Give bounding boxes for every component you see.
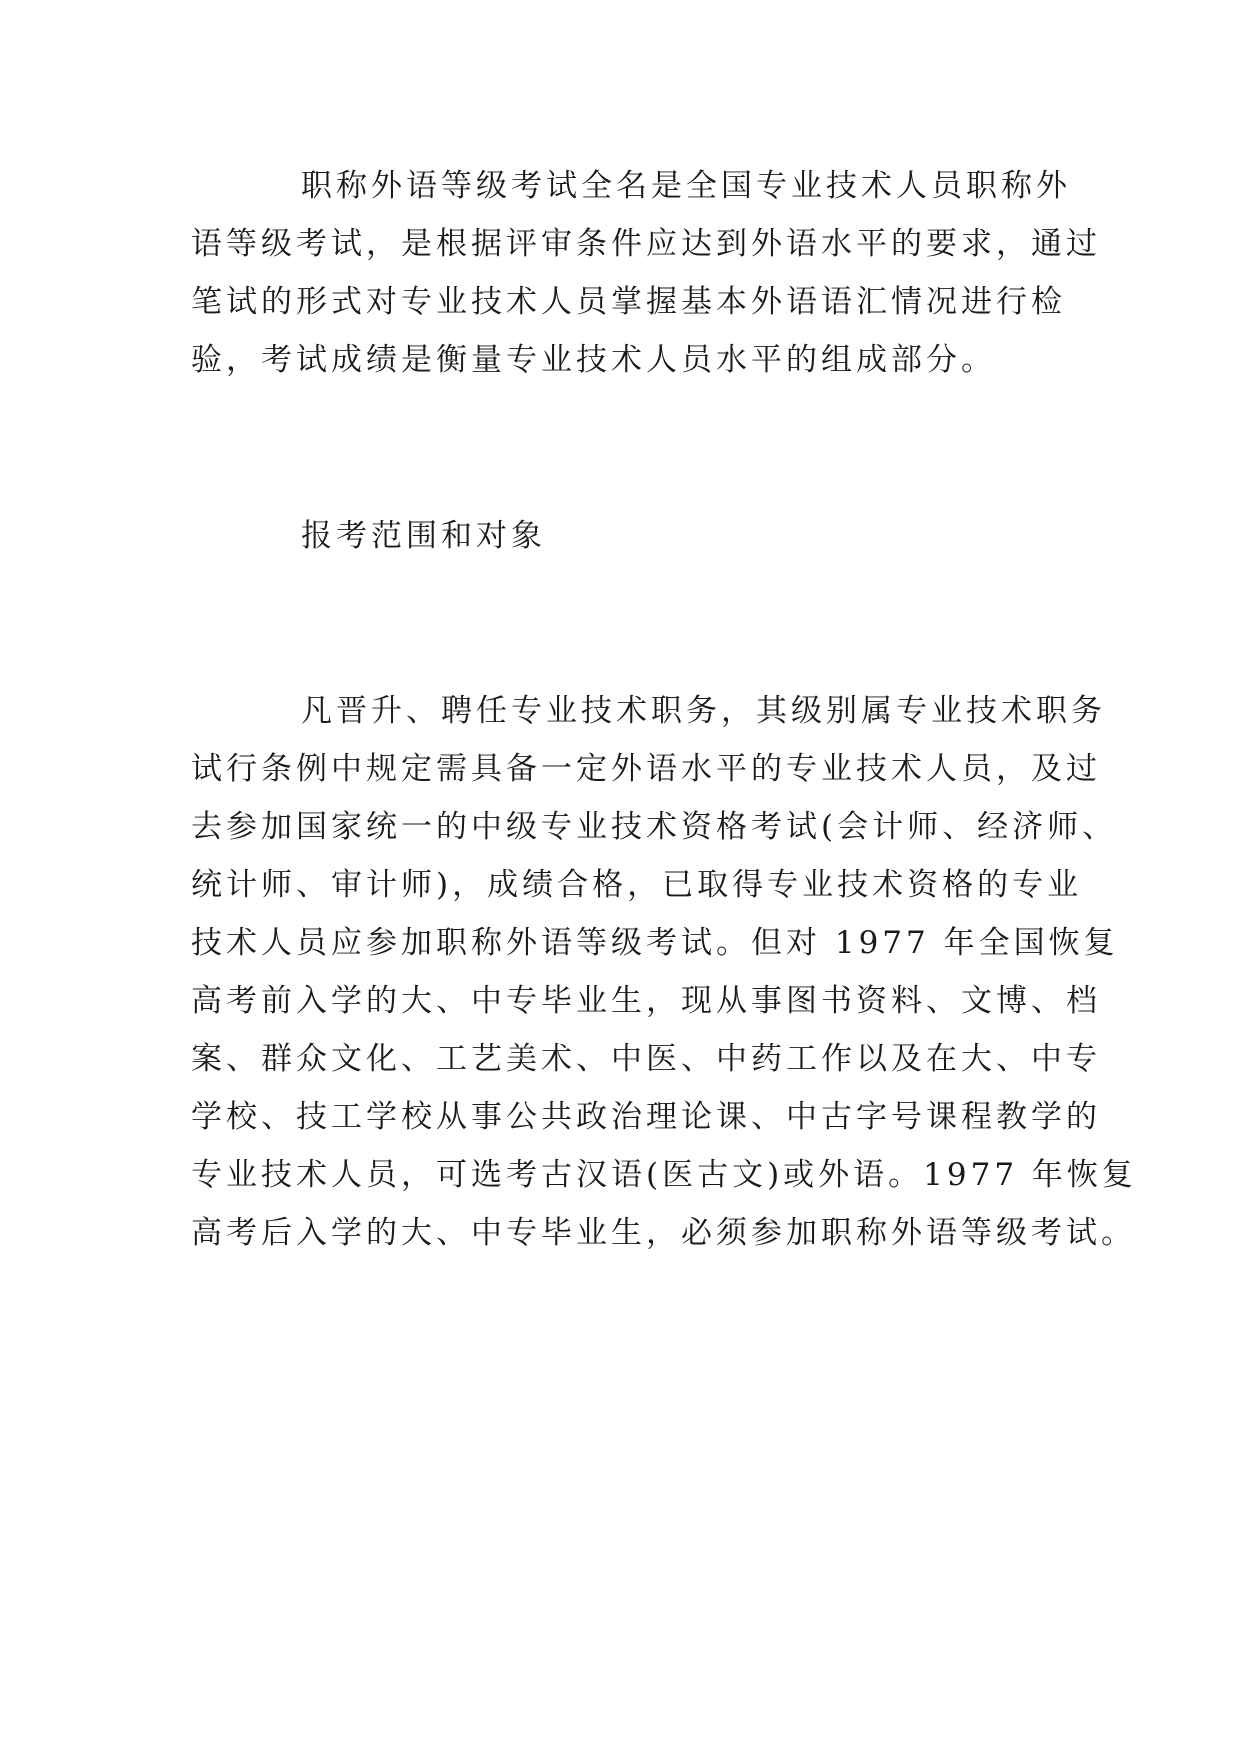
text-line: 案、群众文化、工艺美术、中医、中药工作以及在大、中专 xyxy=(191,1041,1101,1077)
text-line: 凡晋升、聘任专业技术职务，其级别属专业技术职务 xyxy=(301,693,1106,729)
text-line: 语等级考试，是根据评审条件应达到外语水平的要求，通过 xyxy=(191,226,1101,262)
text-line: 技术人员应参加职称外语等级考试。但对 1977 年全国恢复 xyxy=(191,925,1119,961)
text-line: 学校、技工学校从事公共政治理论课、中古字号课程教学的 xyxy=(191,1099,1101,1135)
text-line: 试行条例中规定需具备一定外语水平的专业技术人员，及过 xyxy=(191,751,1101,787)
text-line: 统计师、审计师)，成绩合格，已取得专业技术资格的专业 xyxy=(191,867,1083,903)
section-heading: 报考范围和对象 xyxy=(301,518,546,554)
text-line: 去参加国家统一的中级专业技术资格考试(会计师、经济师、 xyxy=(191,809,1118,845)
text-line: 职称外语等级考试全名是全国专业技术人员职称外 xyxy=(301,168,1071,204)
text-line: 验，考试成绩是衡量专业技术人员水平的组成部分。 xyxy=(191,342,996,378)
text-line: 专业技术人员，可选考古汉语(医古文)或外语。1977 年恢复 xyxy=(191,1157,1137,1193)
text-line: 高考后入学的大、中专毕业生，必须参加职称外语等级考试。 xyxy=(191,1215,1136,1251)
text-line: 笔试的形式对专业技术人员掌握基本外语语汇情况进行检 xyxy=(191,284,1066,320)
text-line: 高考前入学的大、中专毕业生，现从事图书资料、文博、档 xyxy=(191,983,1101,1019)
